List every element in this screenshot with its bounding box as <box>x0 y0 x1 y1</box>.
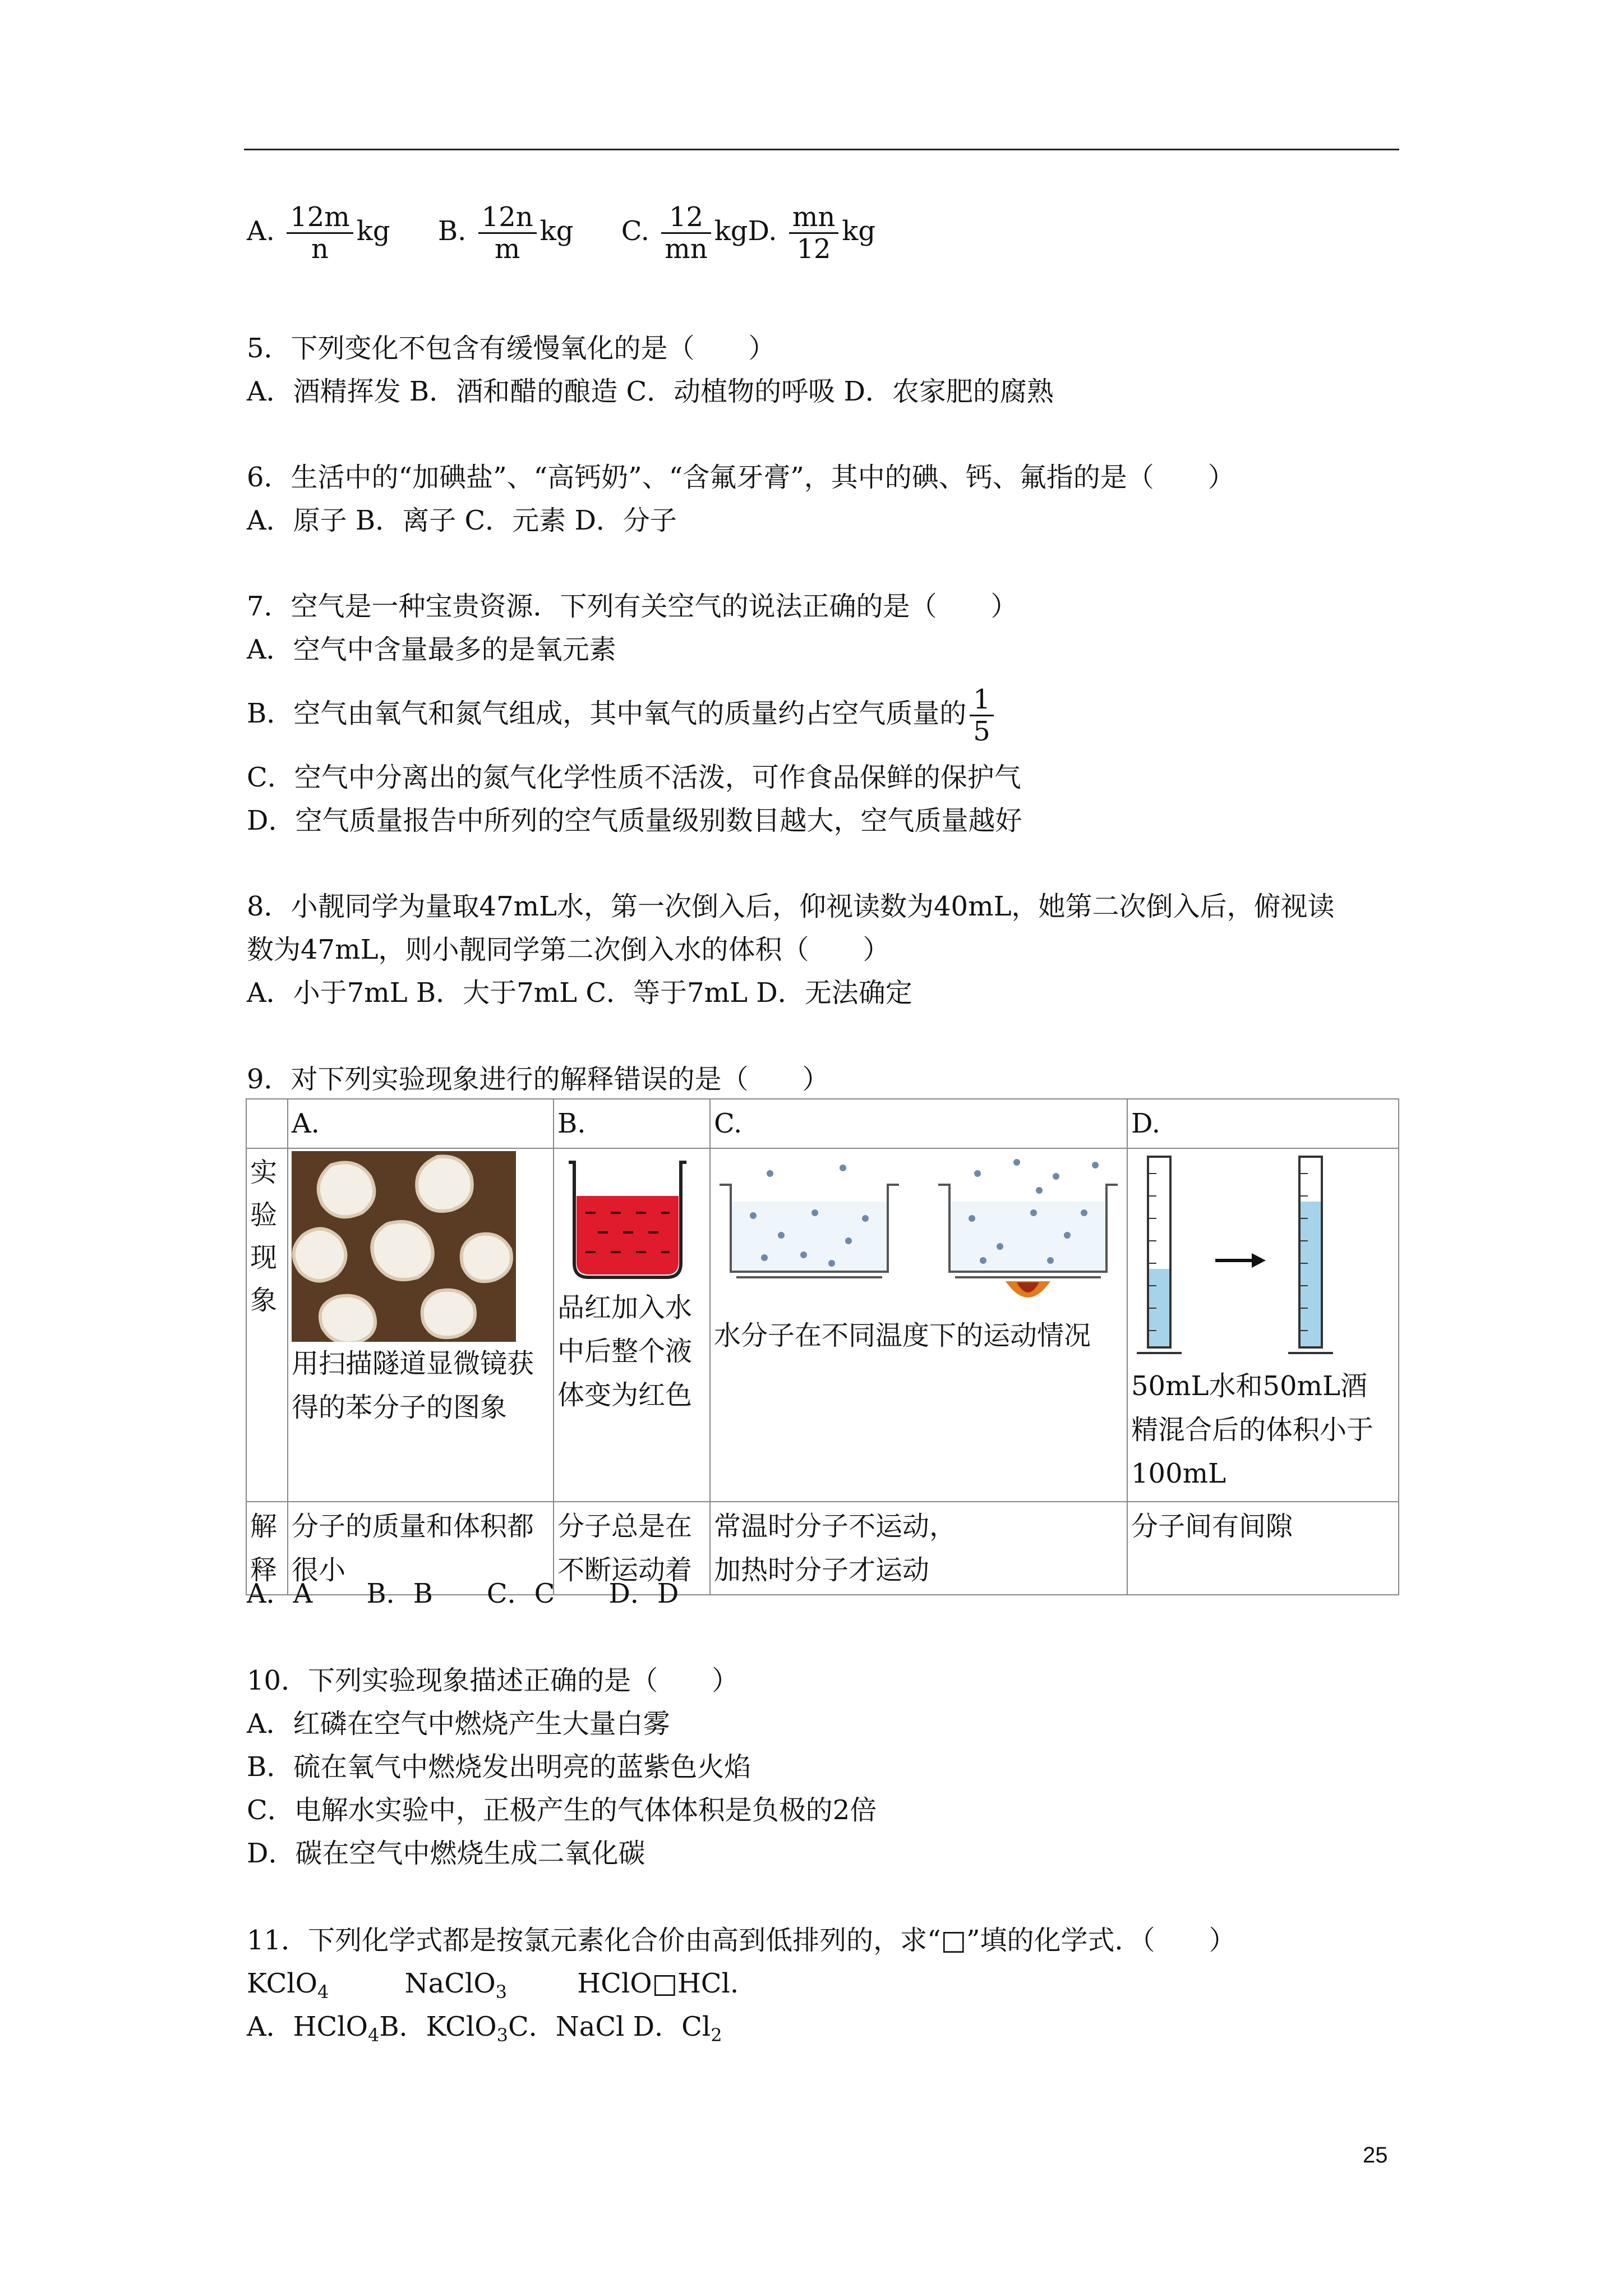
q7-option-d: D．空气质量报告中所列的空气质量级别数目越大，空气质量越好 <box>247 805 1022 836</box>
cell-b-explanation: 分子总是在不断运动着 <box>554 1502 710 1595</box>
cell-d-phenomenon: 50mL水和50mL酒精混合后的体积小于100mL <box>1127 1148 1399 1502</box>
phenomenon-row <box>246 1148 1399 1502</box>
col-header-c: C. <box>710 1099 1127 1148</box>
cell-d-explanation: 分子间有间隙 <box>1127 1502 1399 1595</box>
q11-stem: 11．下列化学式都是按氯元素化合价由高到低排列的，求“□”填的化学式．（ ） <box>247 1925 1236 1956</box>
col-header-b: B. <box>554 1099 710 1148</box>
q8-options: A．小于7mL B．大于7mL C．等于7mL D．无法确定 <box>247 977 912 1009</box>
q6-options: A．原子 B．离子 C．元素 D．分子 <box>247 505 677 536</box>
q11-options: A．HClO$_4$B．KClO$_3$C．NaCl D．$Cl_2$ <box>247 2011 722 2046</box>
page-number: 25 <box>1363 2143 1388 2168</box>
q9-stem: 9．对下列实验现象进行的解释错误的是（ ） <box>247 1064 829 1095</box>
q8-stem-line1: 8．小靓同学为量取47mL水，第一次倒入后，仰视读数为40mL，她第二次倒入后，俯视读 <box>247 891 1335 922</box>
fraction: $\frac{12n}{m}$ <box>478 202 537 264</box>
q8-stem-line2: 数为47mL，则小靓同学第二次倒入水的体积（ ） <box>247 934 890 965</box>
row-label-phenomenon: 实验现象 <box>246 1148 288 1502</box>
q9-options: A．A B．B C．C D．D <box>247 1578 679 1609</box>
q7-option-c: C．空气中分离出的氮气化学性质不活泼，可作食品保鲜的保护气 <box>247 762 1021 793</box>
fraction: $\frac{mn}{12}$ <box>789 202 838 264</box>
q7-stem: 7．空气是一种宝贵资源．下列有关空气的说法正确的是（ ） <box>247 591 1018 622</box>
table-header-row <box>246 1099 1399 1148</box>
col-header-d: D. <box>1127 1099 1399 1148</box>
q5-stem: 5．下列变化不包含有缓慢氧化的是（ ） <box>247 333 776 364</box>
header-rule <box>244 149 1399 150</box>
q4-options: A. $\frac{12m}{n}$ kg B. $\frac{12n}{m}$ kg C. $\frac{12}{mn}$ kgD. $\frac{mn}{12}$ kg <box>247 201 876 265</box>
fraction: $\frac{1}{5}$ <box>970 684 994 747</box>
col-header-a: A. <box>288 1099 554 1148</box>
beaker-red-liquid-image <box>557 1151 698 1286</box>
q10-option-c: C．电解水实验中，正极产生的气体体积是负极的2倍 <box>247 1795 877 1826</box>
row-label-explanation: 解释 <box>246 1502 288 1595</box>
water-molecules-temperature-image <box>714 1151 1118 1314</box>
q10-stem: 10．下列实验现象描述正确的是（ ） <box>247 1665 739 1696</box>
fraction: $\frac{12m}{n}$ <box>287 202 353 264</box>
q6-stem: 6．生活中的“加碘盐”、“高钙奶”、“含氟牙膏”，其中的碘、钙、氟指的是（ ） <box>247 462 1235 493</box>
cell-a-phenomenon: 用扫描隧道显微镜获得的苯分子的图象 <box>288 1148 554 1502</box>
cell-c-phenomenon: 水分子在不同温度下的运动情况 <box>710 1148 1127 1502</box>
benzene-stm-image <box>292 1151 516 1342</box>
q10-option-d: D．碳在空气中燃烧生成二氧化碳 <box>247 1838 645 1869</box>
fraction: $\frac{12}{mn}$ <box>661 202 711 264</box>
q11-formulas: KClO$_4$ NaClO$_3$ HClO□HCl. <box>247 1968 739 2003</box>
q10-option-b: B．硫在氧气中燃烧发出明亮的蓝紫色火焰 <box>247 1751 751 1783</box>
graduated-cylinders-image <box>1131 1151 1389 1364</box>
q7-option-a: A．空气中含量最多的是氧元素 <box>247 634 616 665</box>
q5-options: A．酒精挥发 B．酒和醋的酿造 C．动植物的呼吸 D．农家肥的腐熟 <box>247 376 1054 407</box>
cell-b-phenomenon: 品红加入水中后整个液体变为红色 <box>554 1148 710 1502</box>
experiment-table <box>246 1098 1399 1595</box>
q10-option-a: A．红磷在空气中燃烧产生大量白雾 <box>247 1708 670 1740</box>
cell-c-explanation: 常温时分子不运动， 加热时分子才运动 <box>710 1502 1127 1595</box>
q7-option-b: B．空气由氧气和氮气组成，其中氧气的质量约占空气质量的 $\frac{1}{5}$ <box>247 684 997 747</box>
cell-a-explanation: 分子的质量和体积都很小 <box>288 1502 554 1595</box>
